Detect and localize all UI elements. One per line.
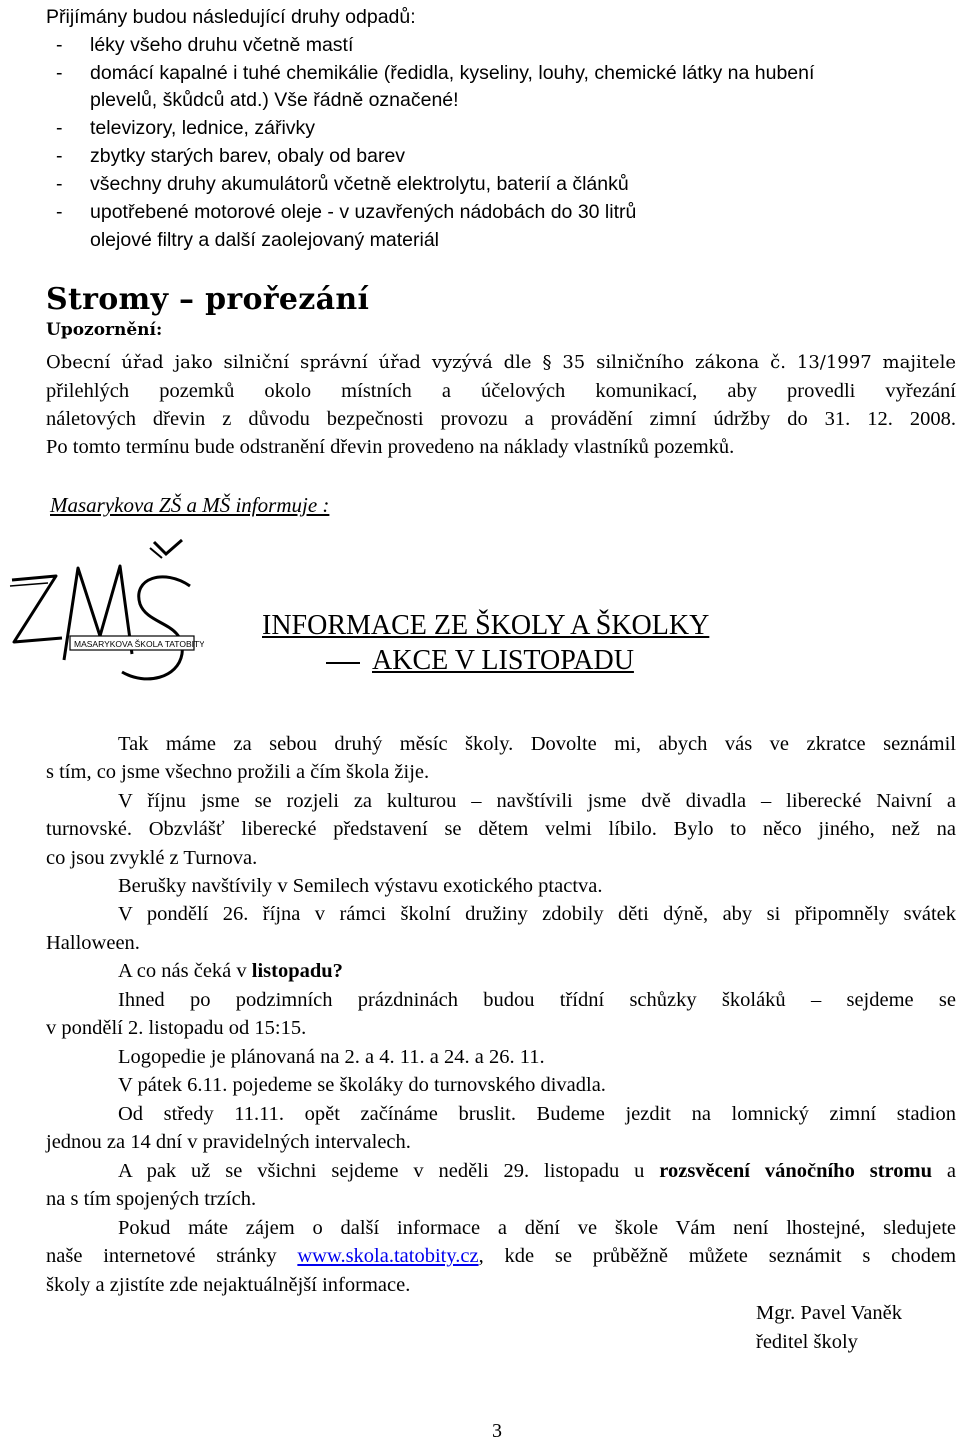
paragraph-line [118,960,343,983]
waste-item-continuation: plevelů, škůdců atd.) Vše řádně označené! [90,89,459,111]
school-logo-graphic [4,538,204,698]
school-logo [4,538,204,698]
text-run: naše internetové stránky [46,1245,298,1267]
signature-name: Mgr. Pavel Vaněk [756,1302,902,1324]
list-dash: - [56,62,63,84]
trees-notice-label: Upozornění: [46,320,163,340]
paragraph-line: Halloween. [46,932,140,954]
akce-title: AKCE V LISTOPADU [372,645,634,676]
paragraph-line: Logopedie je plánovaná na 2. a 4. 11. a 24. a 26. 11. [118,1046,545,1068]
paragraph-line: s tím, co jsme všechno prožili a čím škola žije. [46,761,430,783]
list-dash: - [56,117,63,139]
paragraph-line [46,1245,956,1268]
text-run: A co nás čeká v [118,960,252,982]
waste-item: domácí kapalné i tuhé chemikálie (ředidla, kyseliny, louhy, chemické látky na hubení [90,62,815,84]
school-website-link[interactable]: www.skola.tatobity.cz [297,1245,479,1267]
trees-title: Stromy – prořezání [46,282,370,317]
info-title: INFORMACE ZE ŠKOLY A ŠKOLKY [262,610,710,641]
paragraph-line: Tak máme za sebou druhý měsíc školy. Dovolte mi, abych vás ve zkratce seznámil [118,733,956,755]
waste-intro: Přijímány budou následující druhy odpadů: [46,6,416,28]
text-run-bold: rozsvěcení vánočního stromu [659,1160,932,1182]
paragraph-line: V pátek 6.11. pojedeme se školáky do turnovského divadla. [118,1074,606,1096]
trees-text-line: Obecní úřad jako silniční správní úřad vyzývá dle § 35 silničního zákona č. 13/1997 majitele [46,352,956,373]
trees-text-line: přilehlých pozemků okolo místních a účelových komunikací, aby provedli vyřezání [46,380,956,402]
waste-item: zbytky starých barev, obaly od barev [90,145,406,167]
paragraph-line: co jsou zvyklé z Turnova. [46,847,258,869]
page-number: 3 [492,1420,502,1442]
waste-item: všechny druhy akumulátorů včetně elektrolytu, baterií a článků [90,173,629,195]
logo-caption: MASARYKOVA ŠKOLA TATOBITY [74,639,204,649]
text-run: , kde se průběžně můžete seznámit s chodem [478,1245,957,1267]
list-dash: - [56,34,63,56]
paragraph-line: Pokud máte zájem o další informace a dění ve škole Vám není lhostejné, sledujete [118,1217,956,1239]
list-dash: - [56,145,63,167]
paragraph-line [118,1160,956,1183]
akce-dash [326,662,360,664]
paragraph-line: turnovské. Obzvlášť liberecké představení se dětem velmi líbilo. Bylo to něco jiného, než na [46,818,956,840]
paragraph-line: na s tím spojených trzích. [46,1188,257,1210]
waste-item-continuation: olejové filtry a další zaolejovaný materiál [90,229,440,251]
paragraph-line: V říjnu jsme se rozjeli za kulturou – navštívili jsme dvě divadla – liberecké Naivní a [118,790,956,812]
waste-item: léky všeho druhu včetně mastí [90,34,354,56]
list-dash: - [56,173,63,195]
paragraph-line: V pondělí 26. října v rámci školní družiny zdobily děti dýně, aby si připomněly svátek [118,903,956,925]
paragraph-line: Berušky navštívily v Semilech výstavu exotického ptactva. [118,875,603,897]
text-run-bold: listopadu? [251,960,343,982]
signature-role: ředitel školy [756,1331,858,1353]
list-dash: - [56,201,63,223]
trees-text-line: náletových dřevin z důvodu bezpečnosti provozu a provádění zimní údržby do 31. 12. 2008. [46,408,956,430]
text-run: a [932,1160,956,1182]
paragraph-line: Od středy 11.11. opět začínáme bruslit. Budeme jezdit na lomnický zimní stadion [118,1103,956,1125]
text-run: A pak už se všichni sejdeme v neděli 29. listopadu u [118,1160,660,1182]
school-heading: Masarykova ZŠ a MŠ informuje : [50,493,330,517]
paragraph-line: Ihned po podzimních prázdninách budou třídní schůzky školáků – sejdeme se [118,989,956,1011]
paragraph-line: školy a zjistíte zde nejaktuálnější informace. [46,1274,411,1296]
waste-item: televizory, lednice, zářivky [90,117,316,139]
paragraph-line: v pondělí 2. listopadu od 15:15. [46,1017,307,1039]
trees-text-line: Po tomto termínu bude odstranění dřevin provedeno na náklady vlastníků pozemků. [46,436,735,458]
paragraph-line: jednou za 14 dní v pravidelných intervalech. [46,1131,411,1153]
waste-item: upotřebené motorové oleje - v uzavřených nádobách do 30 litrů [90,201,637,223]
